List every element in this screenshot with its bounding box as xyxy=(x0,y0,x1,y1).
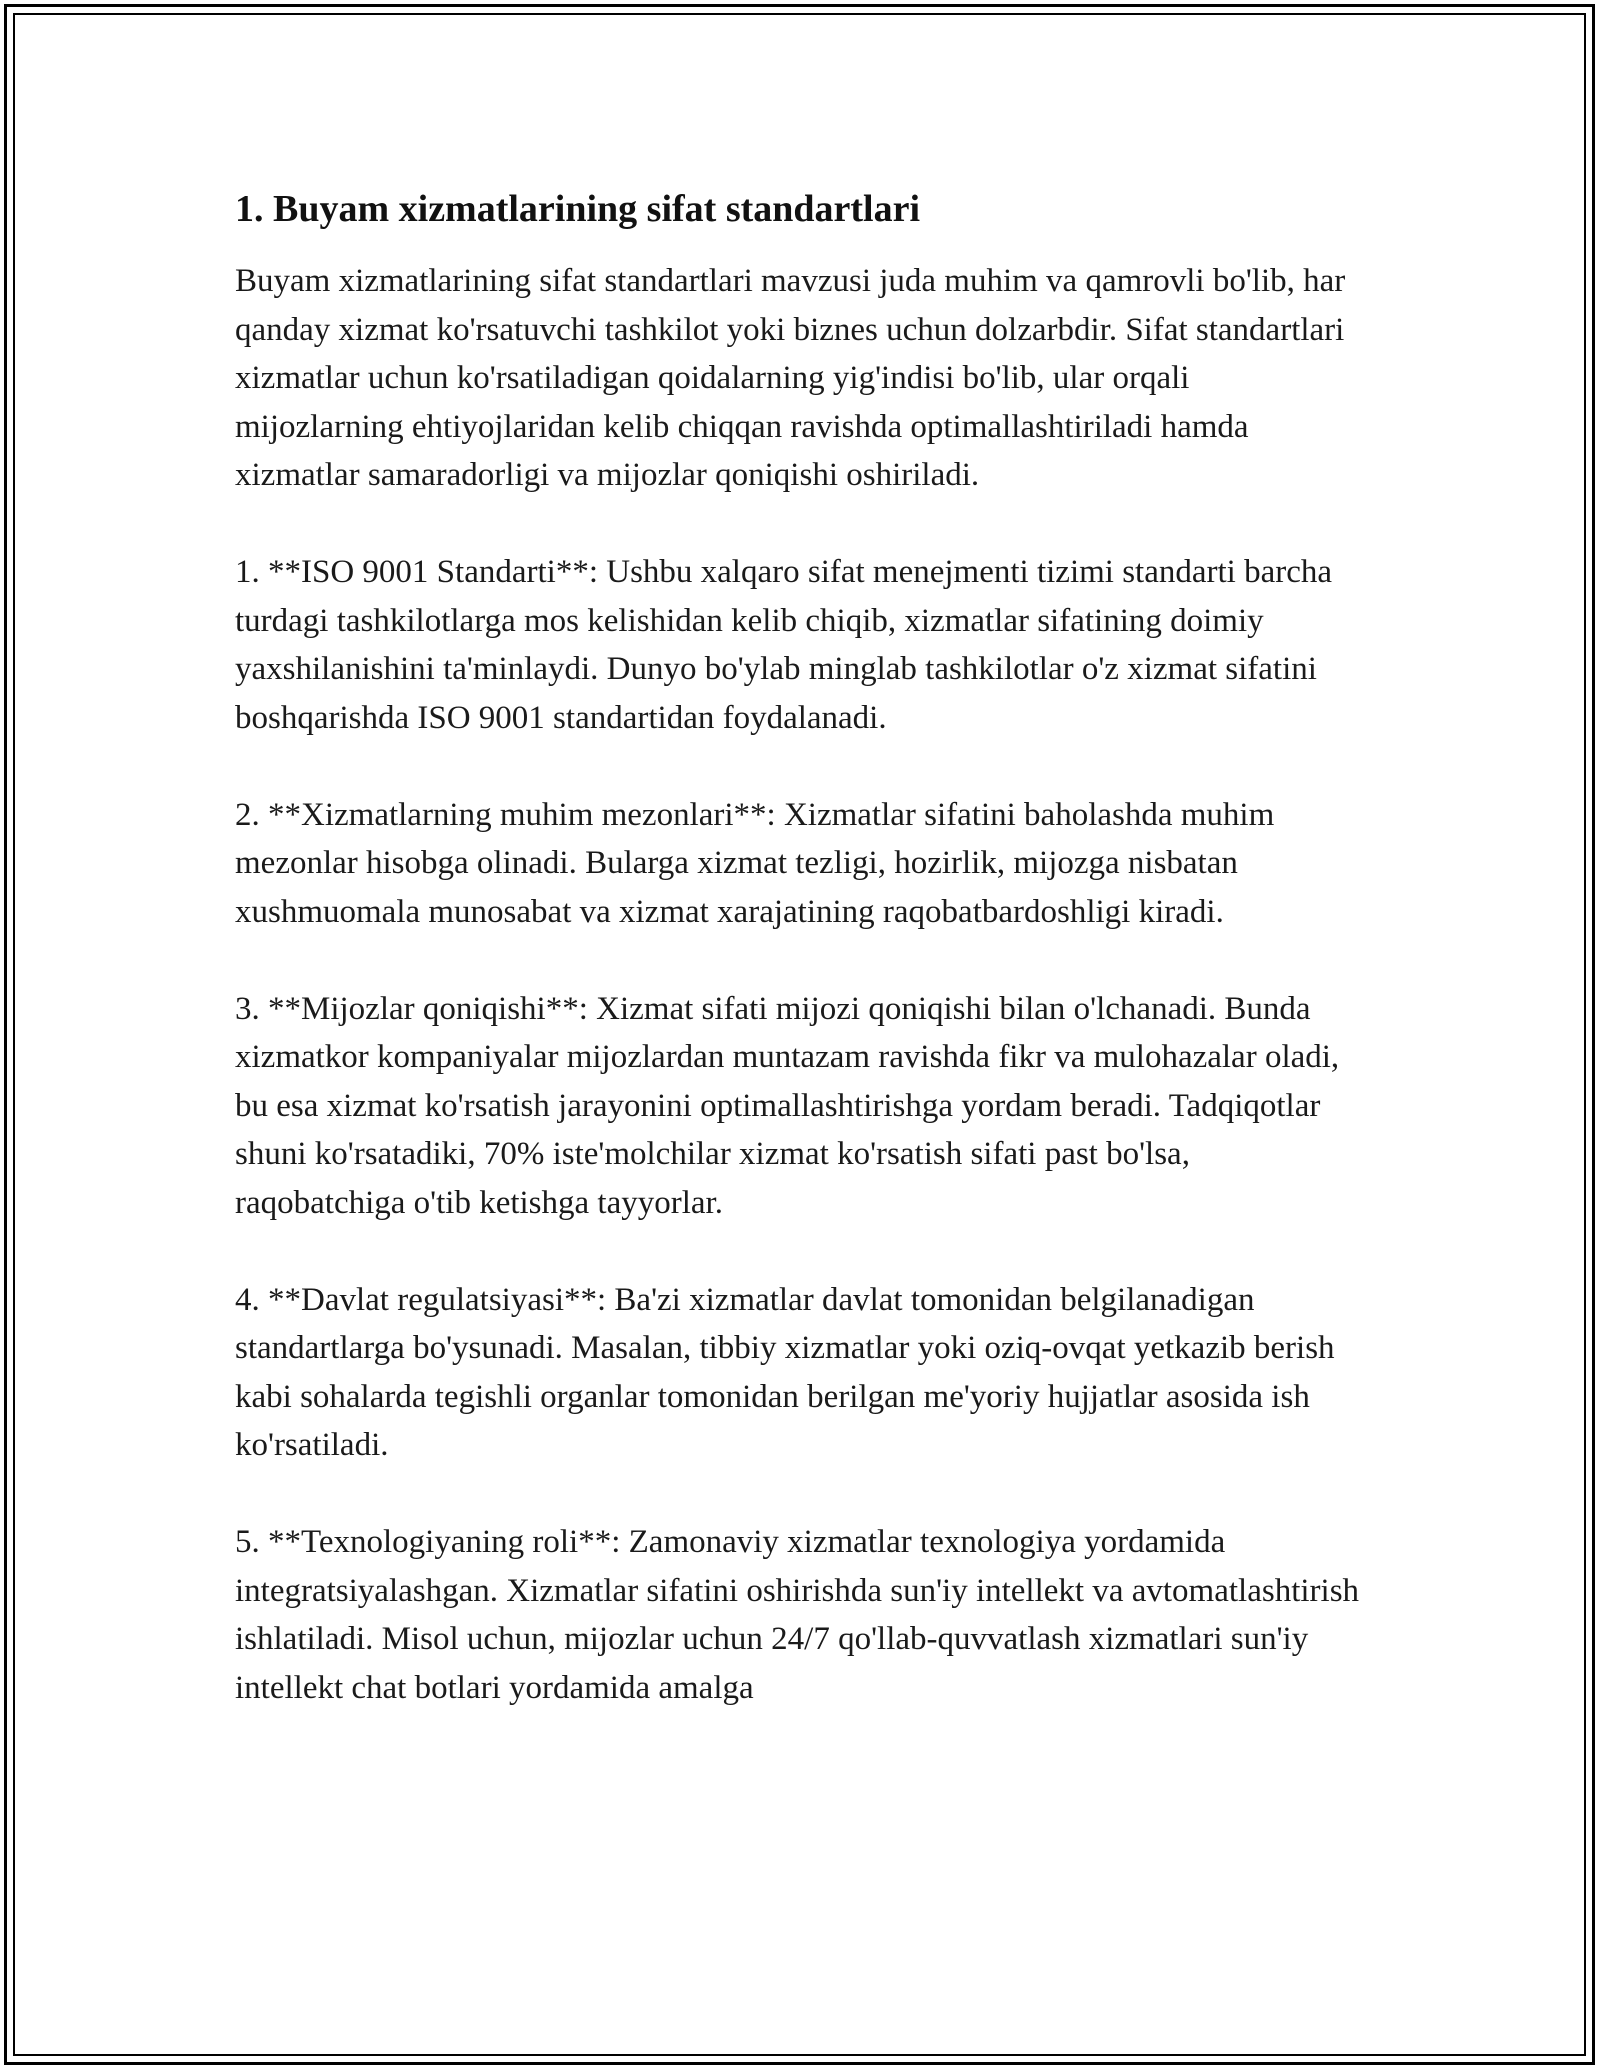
paragraph-iso-9001: 1. **ISO 9001 Standarti**: Ushbu xalqaro sifat menejmenti tizimi standarti barcha turdagi tashkilotlarga mos kelishidan kelib chiqib, xizmatlar sifatining doimiy yaxshilanishini ta'minlaydi. Dunyo bo'ylab minglab tashkilotlar o'z xizmat sifatini boshqarishda ISO 9001 standartidan foydalanadi. xyxy=(235,554,1333,736)
paragraph-state-regulation: 4. **Davlat regulatsiyasi**: Ba'zi xizmatlar davlat tomonidan belgilanadigan standartlarga bo'ysunadi. Masalan, tibbiy xizmatlar yoki oziq-ovqat yetkazib berish kabi sohalarda tegishli organlar tomonidan berilgan me'yoriy hujjatlar asosida ish ko'rsatiladi. xyxy=(235,1281,1335,1463)
section-heading: 1. Buyam xizmatlarining sifat standartlari xyxy=(235,188,921,230)
paragraph-technology: 5. **Texnologiyaning roli**: Zamonaviy xizmatlar texnologiya yordamida integratsiyalashgan. Xizmatlar sifatini oshirishda sun'iy intellekt va avtomatlashtirish ishlatiladi. Misol uchun, mijozlar uchun 24/7 qo'llab-quvvatlash xizmatlari sun'iy intellekt chat botlari yordamida amalga xyxy=(235,1524,1360,1706)
paragraph-customer-satisfaction: 3. **Mijozlar qoniqishi**: Xizmat sifati mijozi qoniqishi bilan o'lchanadi. Bunda xizmatkor kompaniyalar mijozlardan muntazam ravishda fikr va mulohazalar oladi, bu esa xizmat ko'rsatish jarayonini optimallashtirishga yordam beradi. Tadqiqotlar shuni ko'rsatadiki, 70% iste'molchilar xizmat ko'rsatish sifati past bo'lsa, raqobatchiga o'tib ketishga tayyorlar. xyxy=(235,990,1340,1221)
paragraph-criteria: 2. **Xizmatlarning muhim mezonlari**: Xizmatlar sifatini baholashda muhim mezonlar hisobga olinadi. Bularga xizmat tezligi, hozirlik, mijozga nisbatan xushmuomala munosabat va xizmat xarajatining raqobatbardoshligi kiradi. xyxy=(235,796,1275,930)
document-body xyxy=(235,185,1365,1712)
intro-paragraph: Buyam xizmatlarining sifat standartlari mavzusi juda muhim va qamrovli bo'lib, har qanday xizmat ko'rsatuvchi tashkilot yoki biznes uchun dolzarbdir. Sifat standartlari xizmatlar uchun ko'rsatiladigan qoidalarning yig'indisi bo'lib, ular orqali mijozlarning ehtiyojlaridan kelib chiqqan ravishda optimallashtiriladi hamda xizmatlar samaradorligi va mijozlar qoniqishi oshiriladi. xyxy=(235,263,1346,493)
